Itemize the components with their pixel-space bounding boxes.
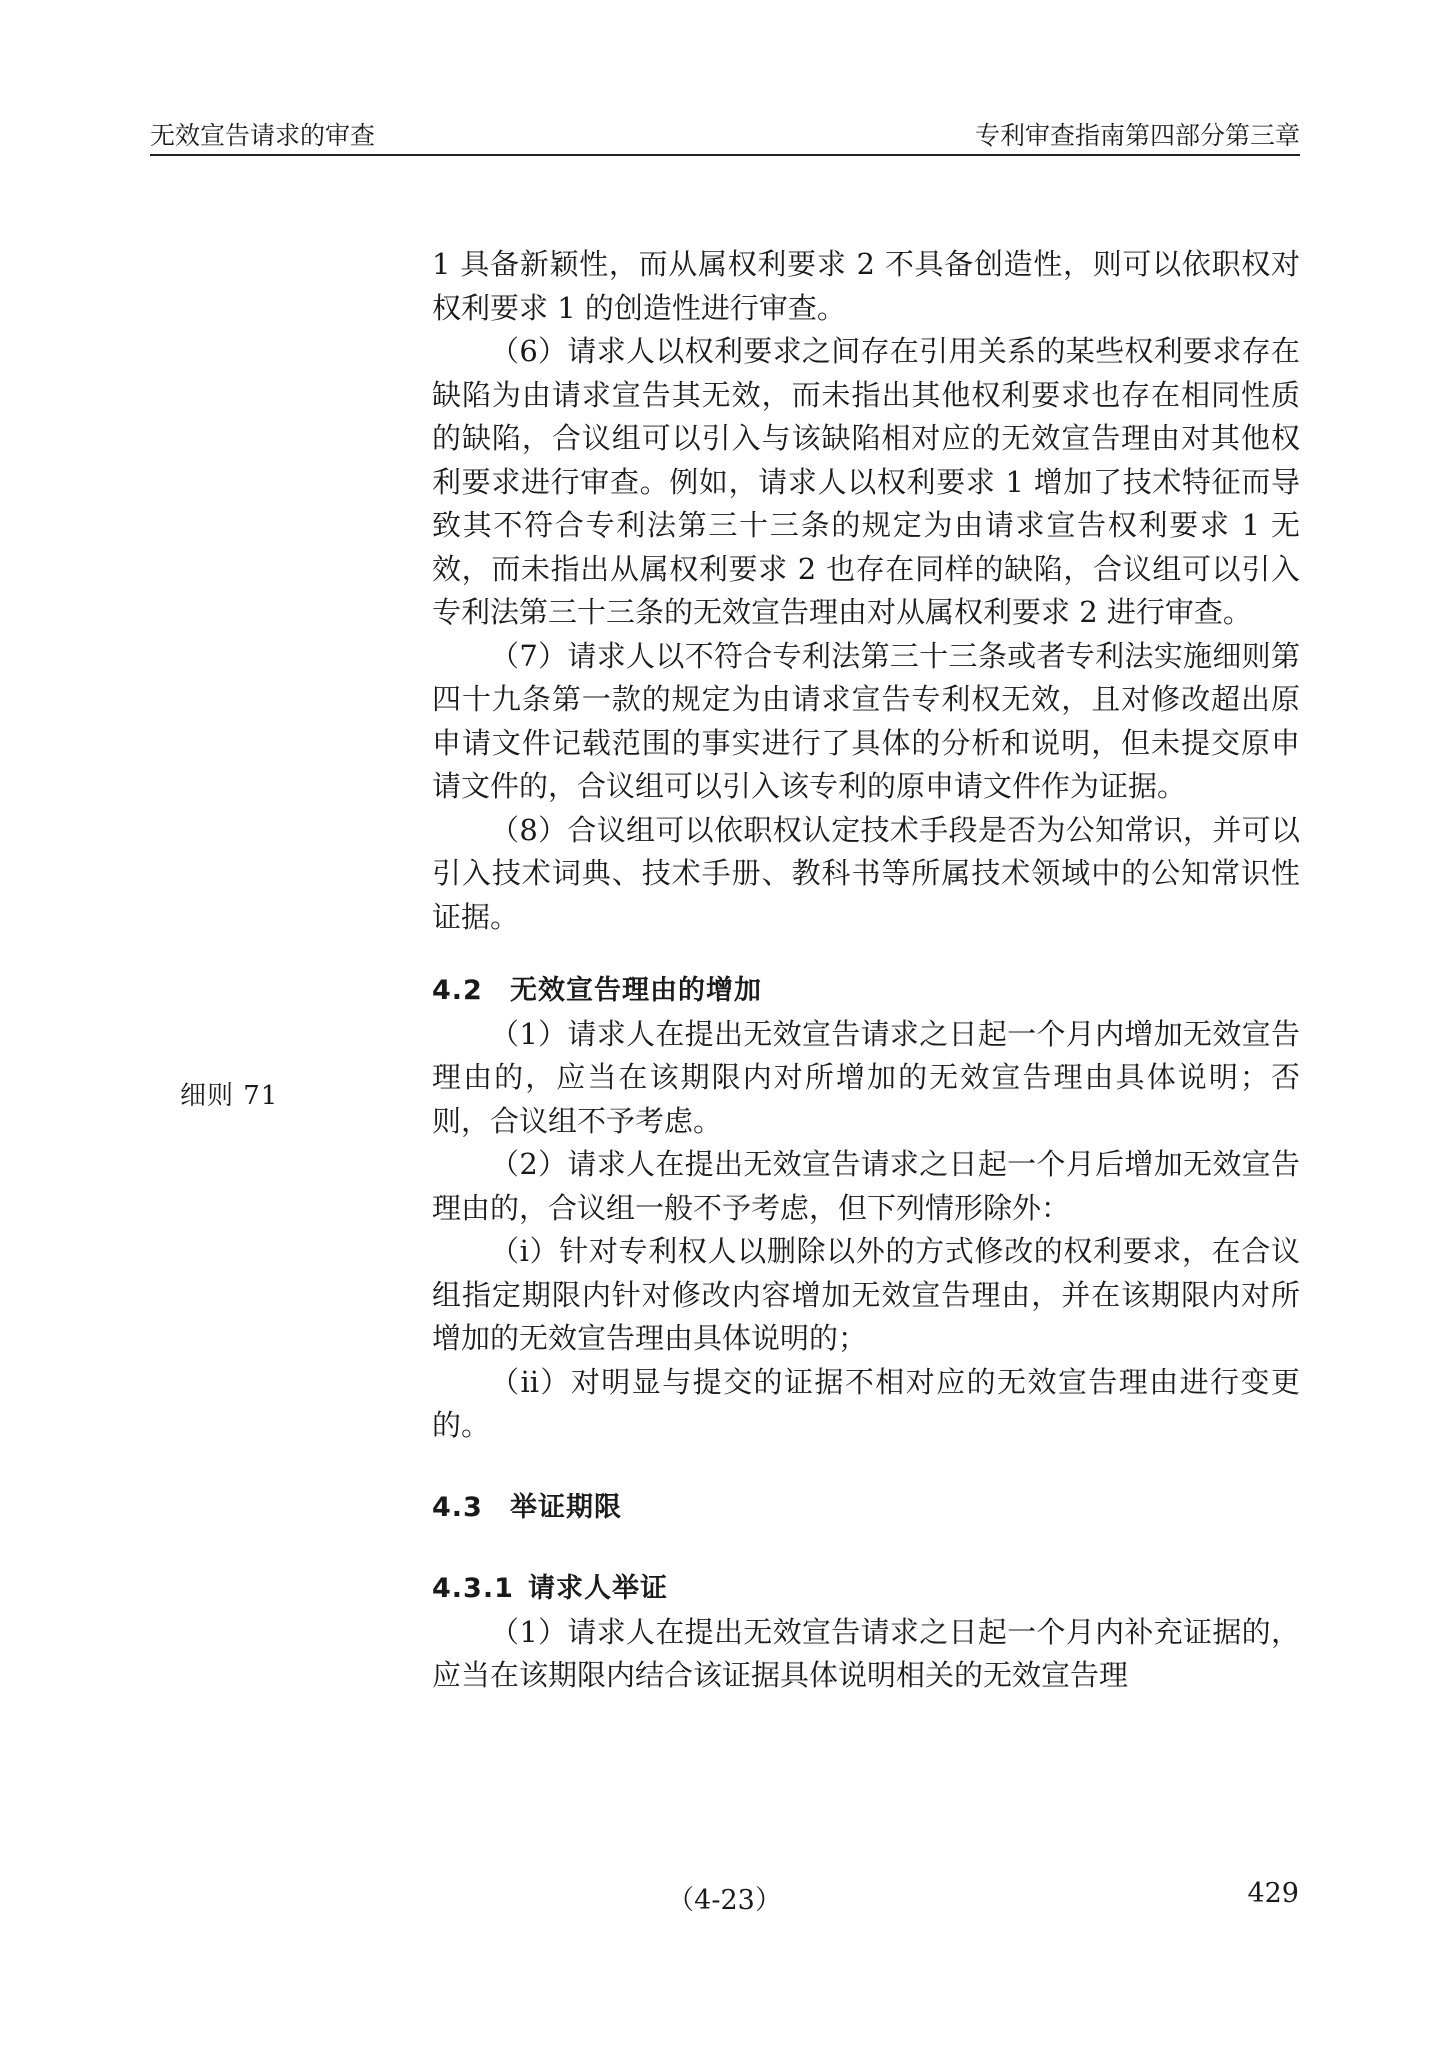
header-chapter-title: 无效宣告请求的审查 (150, 121, 376, 150)
section-number: 4.3 (432, 1491, 483, 1523)
running-header (150, 116, 1300, 156)
section-number: 4.3.1 (432, 1573, 514, 1604)
paragraph-4-2-item-1: （1）请求人在提出无效宣告请求之日起一个月内增加无效宣告理由的，应当在该期限内对所增加的无效宣告理由具体说明；否则，合议组不予考虑。 (432, 1016, 1300, 1138)
paragraph-continued: 1 具备新颖性，而从属权利要求 2 不具备创造性，则可以依职权对权利要求 1 的创造性进行审查。 (432, 247, 1300, 325)
paragraph-4-3-1-item-1: （1）请求人在提出无效宣告请求之日起一个月内补充证据的，应当在该期限内结合该证据具体说明相关的无效宣告理 (432, 1614, 1300, 1692)
section-heading-4-3 (432, 1486, 1300, 1530)
paragraph-4-2-item-2: （2）请求人在提出无效宣告请求之日起一个月后增加无效宣告理由的，合议组一般不予考虑，但下列情形除外： (432, 1147, 1300, 1225)
paragraph-item-8: （8）合议组可以依职权认定技术手段是否为公知常识，并可以引入技术词典、技术手册、教科书等所属技术领域中的公知常识性证据。 (432, 812, 1300, 934)
margin-note-rule-71: 细则 71 (180, 1081, 279, 1111)
section-title: 举证期限 (510, 1491, 622, 1523)
section-title: 无效宣告理由的增加 (510, 975, 762, 1006)
paragraph-item-7: （7）请求人以不符合专利法第三十三条或者专利法实施细则第四十九条第一款的规定为由请求宣告专利权无效，且对修改超出原申请文件记载范围的事实进行了具体的分析和说明，但未提交原申请文件的，合议组可以引入该专利的原申请文件作为证据。 (432, 638, 1300, 803)
paragraph-item-6: （6）请求人以权利要求之间存在引用关系的某些权利要求存在缺陷为由请求宣告其无效，而未指出其他权利要求也存在相同性质的缺陷，合议组可以引入与该缺陷相对应的无效宣告理由对其他权利要求进行审查。例如，请求人以权利要求 1 增加了技术特征而导致其不符合专利法第三十三条的规定为由请求宣告权利要求 1 无效，而未指出从属权利要求 2 也存在同样的缺陷，合议组可以引入专利法第三十三条的无效宣告理由对从属权利要求 2 进行审查。 (432, 334, 1300, 629)
footer-section-page: （4-23） (667, 1885, 782, 1916)
header-book-section: 专利审查指南第四部分第三章 (974, 121, 1300, 150)
header-divider (150, 154, 1300, 156)
section-title: 请求人举证 (528, 1573, 668, 1604)
section-number: 4.2 (432, 975, 483, 1006)
footer-page-number: 429 (1247, 1878, 1299, 1909)
paragraph-4-2-item-ii: （ii）对明显与提交的证据不相对应的无效宣告理由进行变更的。 (432, 1364, 1300, 1442)
page-body (432, 243, 1300, 1698)
paragraph-4-2-item-i: （i）针对专利权人以删除以外的方式修改的权利要求，在合议组指定期限内针对修改内容增加无效宣告理由，并在该期限内对所增加的无效宣告理由具体说明的； (432, 1234, 1300, 1355)
section-heading-4-2 (432, 969, 1300, 1013)
section-heading-4-3-1 (432, 1567, 1300, 1611)
